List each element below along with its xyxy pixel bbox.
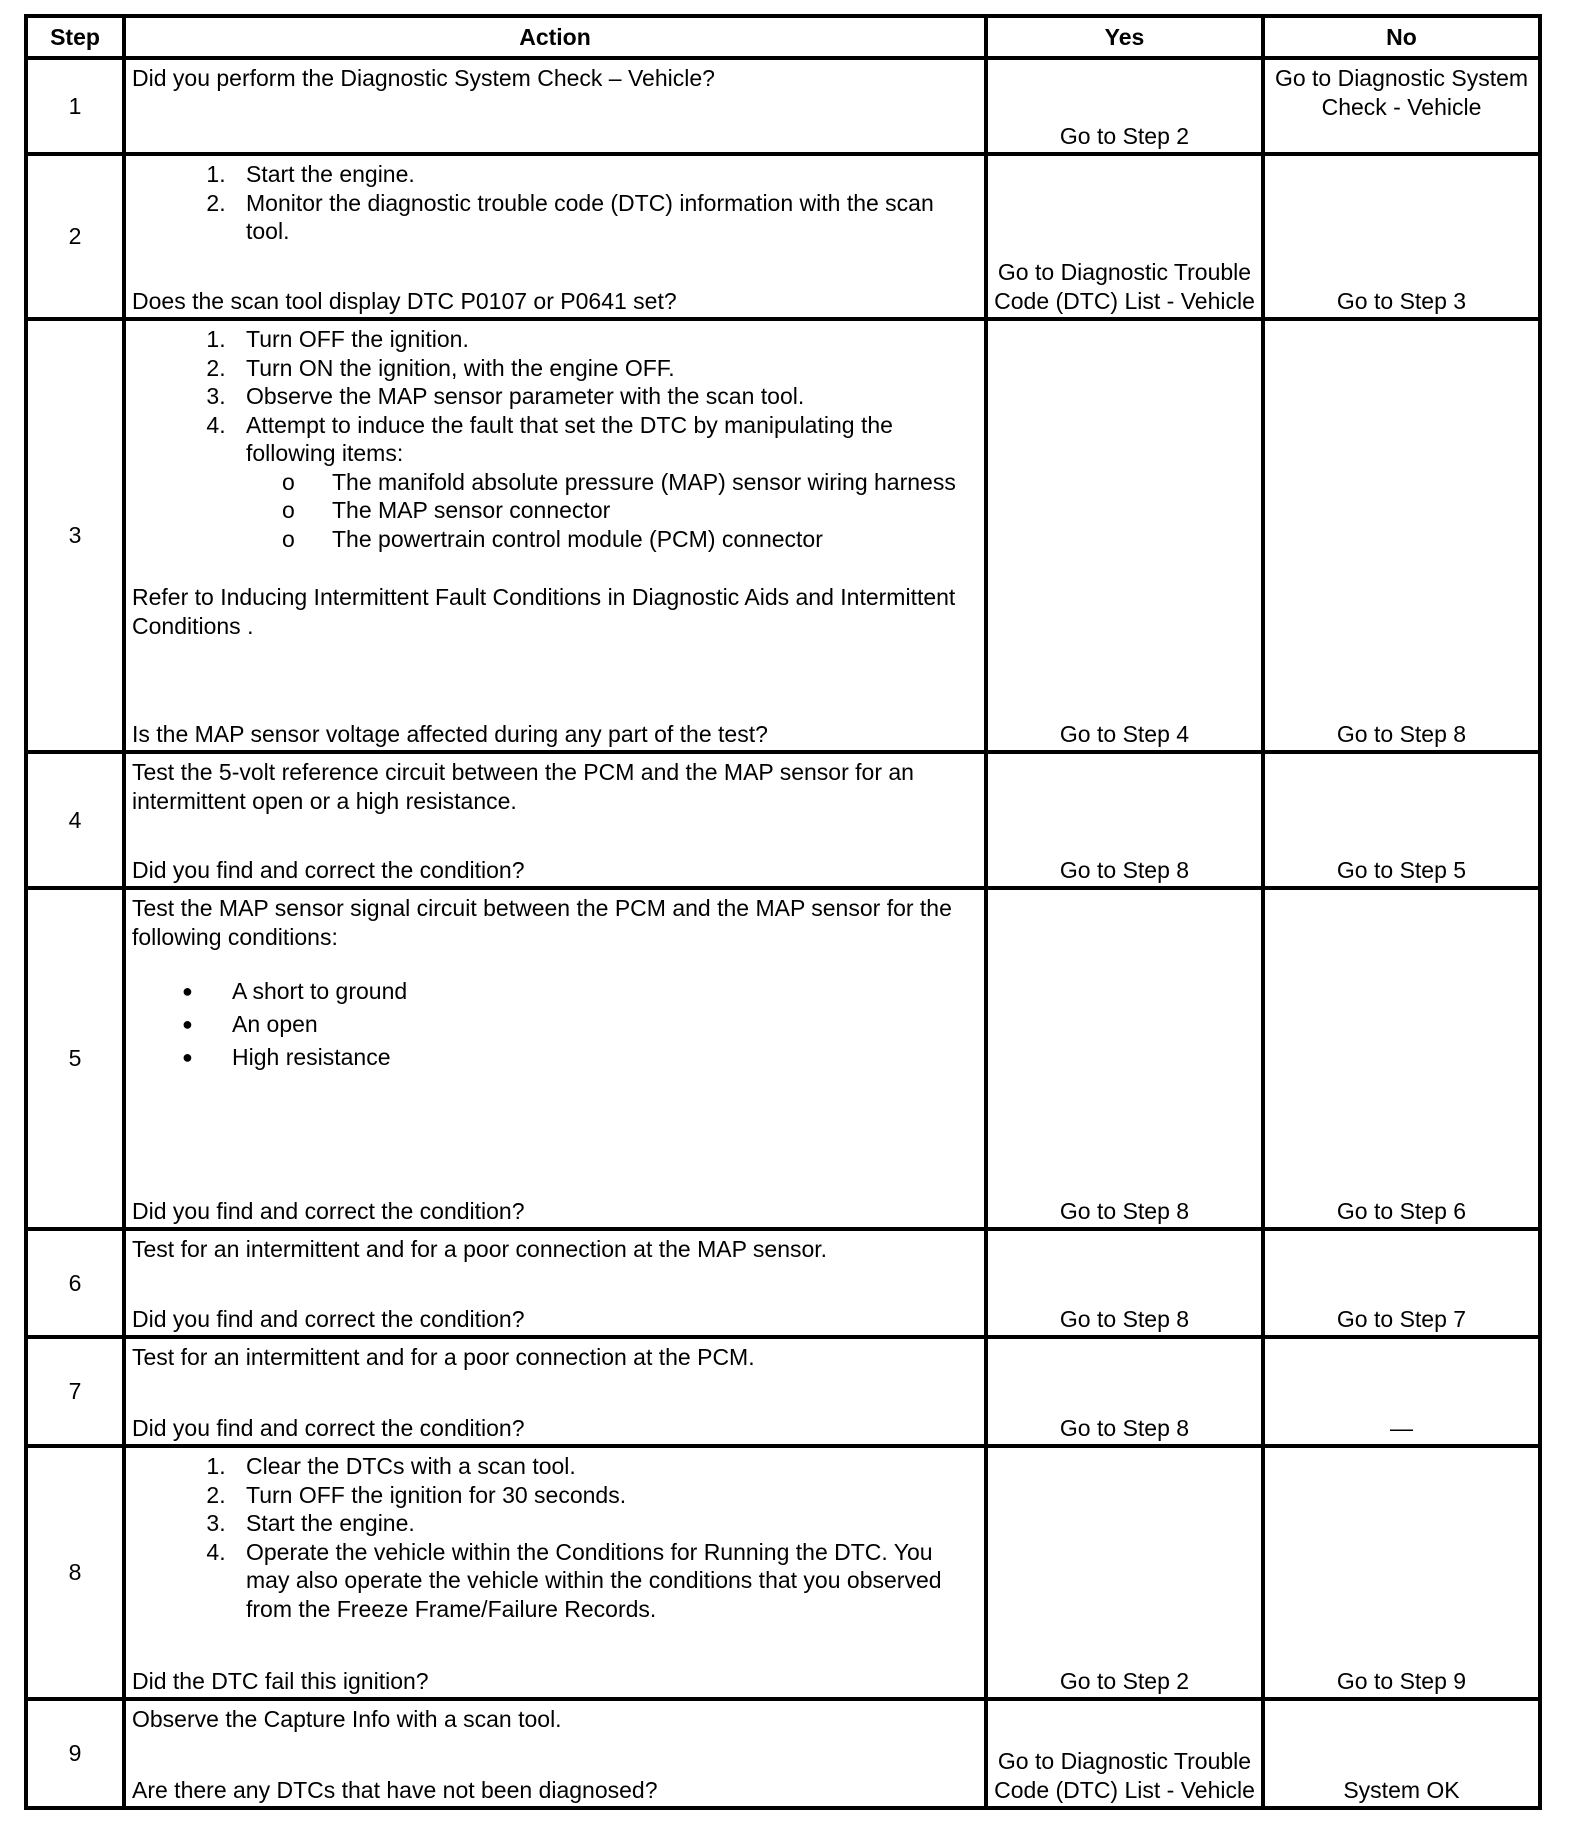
action-cell: [124, 888, 986, 1229]
diagnostic-table: [24, 14, 1542, 1810]
no-cell: Go to Diagnostic System Check - Vehicle: [1263, 58, 1540, 154]
step-number: 7: [26, 1337, 124, 1446]
circle-bullet-icon: o: [282, 525, 295, 552]
list-item: 1. Turn OFF the ignition.: [232, 325, 978, 354]
yes-cell: Go to Diagnostic Trouble Code (DTC) List - Vehicle: [986, 154, 1263, 319]
list-item: 4. Operate the vehicle within the Conditions for Running the DTC. You may also operate the vehicle within the conditions that you observed from the Freeze Frame/Failure Records.: [232, 1538, 978, 1624]
action-question: Is the MAP sensor voltage affected during any part of the test?: [132, 720, 768, 747]
table-row: [26, 1337, 1540, 1446]
action-text: Test for an intermittent and for a poor connection at the MAP sensor.: [132, 1236, 828, 1262]
step-number: 1: [26, 58, 124, 154]
numbered-list: [132, 160, 978, 246]
no-cell: Go to Step 3: [1263, 154, 1540, 319]
yes-cell: Go to Step 2: [986, 1446, 1263, 1699]
action-question: Did you find and correct the condition?: [132, 1414, 525, 1441]
step-number: 2: [26, 154, 124, 319]
action-cell: [124, 319, 986, 752]
circle-bullet-icon: o: [282, 468, 295, 495]
circle-bullet-icon: o: [282, 497, 295, 523]
no-cell: System OK: [1263, 1699, 1540, 1808]
sub-list-item: o The MAP sensor connector: [282, 497, 611, 523]
action-text: Did you perform the Diagnostic System Check – Vehicle?: [132, 65, 715, 91]
bullet-icon: ●: [182, 1014, 193, 1034]
no-cell: Go to Step 5: [1263, 752, 1540, 888]
action-question: Are there any DTCs that have not been diagnosed?: [132, 1776, 658, 1803]
table-row: [26, 154, 1540, 319]
action-note: Refer to Inducing Intermittent Fault Conditions in Diagnostic Aids and Intermittent Conditions .: [132, 584, 956, 639]
numbered-list: [132, 1452, 978, 1623]
table-row: [26, 58, 1540, 154]
list-item: 1. Clear the DTCs with a scan tool.: [232, 1452, 978, 1481]
action-cell: [124, 154, 986, 319]
table-row: [26, 752, 1540, 888]
list-item: ● A short to ground: [132, 975, 978, 1008]
action-cell: [124, 58, 986, 154]
yes-cell: Go to Step 8: [986, 1229, 1263, 1337]
action-question: Did you find and correct the condition?: [132, 1197, 525, 1224]
header-yes: Yes: [986, 16, 1263, 58]
header-row: [26, 16, 1540, 58]
header-no: No: [1263, 16, 1540, 58]
table-row: [26, 1699, 1540, 1808]
yes-cell: Go to Step 8: [986, 888, 1263, 1229]
step-number: 3: [26, 319, 124, 752]
action-question: Does the scan tool display DTC P0107 or P0641 set?: [132, 287, 677, 314]
bullet-icon: ●: [182, 1047, 193, 1067]
action-text: Test for an intermittent and for a poor connection at the PCM.: [132, 1344, 755, 1370]
action-question: Did you find and correct the condition?: [132, 1305, 525, 1332]
list-item: 2. Monitor the diagnostic trouble code (DTC) information with the scan tool.: [232, 189, 978, 246]
action-question: Did you find and correct the condition?: [132, 856, 525, 883]
step-number: 6: [26, 1229, 124, 1337]
action-cell: [124, 752, 986, 888]
list-item: 4. Attempt to induce the fault that set the DTC by manipulating the following items:: [232, 411, 978, 468]
list-item: ● High resistance: [132, 1041, 978, 1074]
table-row: [26, 319, 1540, 752]
no-cell: Go to Step 7: [1263, 1229, 1540, 1337]
bullet-list: [132, 975, 978, 1074]
action-cell: [124, 1446, 986, 1699]
step-number: 5: [26, 888, 124, 1229]
sub-list-item: o The powertrain control module (PCM) connector: [282, 525, 823, 552]
table-row: [26, 1446, 1540, 1699]
action-text: Observe the Capture Info with a scan tool.: [132, 1706, 562, 1732]
table-row: [26, 888, 1540, 1229]
action-text: Test the MAP sensor signal circuit between the PCM and the MAP sensor for the following conditions:: [132, 895, 952, 950]
yes-cell: Go to Diagnostic Trouble Code (DTC) List - Vehicle: [986, 1699, 1263, 1808]
action-cell: [124, 1229, 986, 1337]
step-number: 9: [26, 1699, 124, 1808]
step-number: 4: [26, 752, 124, 888]
header-action: Action: [124, 16, 986, 58]
step-number: 8: [26, 1446, 124, 1699]
action-text: Test the 5-volt reference circuit between the PCM and the MAP sensor for an intermittent open or a high resistance.: [132, 759, 914, 814]
sub-list: [132, 468, 978, 554]
action-question: Did the DTC fail this ignition?: [132, 1667, 429, 1694]
yes-cell: Go to Step 4: [986, 319, 1263, 752]
action-cell: [124, 1699, 986, 1808]
no-cell: Go to Step 6: [1263, 888, 1540, 1229]
no-cell: Go to Step 9: [1263, 1446, 1540, 1699]
yes-cell: Go to Step 8: [986, 752, 1263, 888]
yes-cell: Go to Step 2: [986, 58, 1263, 154]
list-item: 3. Start the engine.: [232, 1509, 978, 1538]
list-item: 3. Observe the MAP sensor parameter with the scan tool.: [232, 382, 978, 411]
no-cell: Go to Step 8: [1263, 319, 1540, 752]
action-cell: [124, 1337, 986, 1446]
no-cell: —: [1263, 1337, 1540, 1446]
list-item: ● An open: [132, 1008, 978, 1041]
numbered-list: [132, 325, 978, 468]
yes-cell: Go to Step 8: [986, 1337, 1263, 1446]
list-item: 1. Start the engine.: [232, 160, 978, 189]
bullet-icon: ●: [182, 981, 193, 1001]
table-row: [26, 1229, 1540, 1337]
list-item: 2. Turn OFF the ignition for 30 seconds.: [232, 1481, 978, 1510]
header-step: Step: [26, 16, 124, 58]
list-item: 2. Turn ON the ignition, with the engine OFF.: [232, 354, 978, 383]
sub-list-item: o The manifold absolute pressure (MAP) sensor wiring harness: [282, 468, 956, 495]
